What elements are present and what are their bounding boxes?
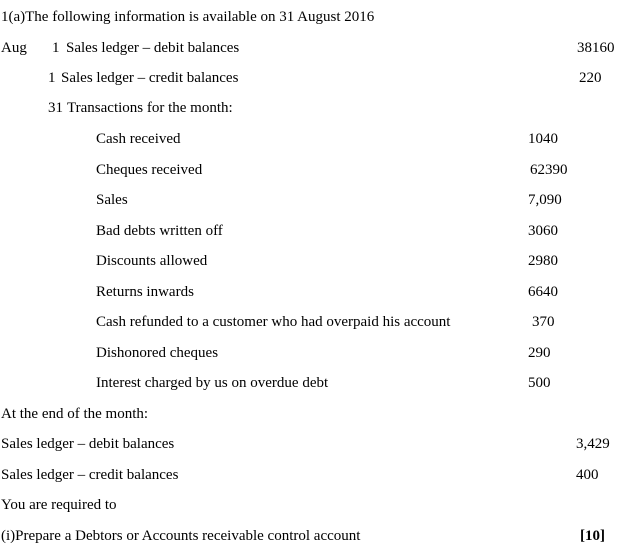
task-label: (i)Prepare a Debtors or Accounts receivable control account bbox=[1, 528, 361, 544]
transactions-day: 31 bbox=[48, 100, 63, 116]
transaction-label: Bad debts written off bbox=[96, 223, 223, 239]
opening-label: Sales ledger – debit balances bbox=[66, 40, 240, 56]
transaction-label: Returns inwards bbox=[96, 284, 194, 300]
transaction-label: Dishonored cheques bbox=[96, 345, 219, 361]
transaction-amount: 1040 bbox=[528, 131, 558, 147]
transaction-amount: 7,090 bbox=[528, 192, 562, 208]
opening-amount: 220 bbox=[579, 70, 602, 86]
transaction-amount: 290 bbox=[528, 345, 551, 361]
opening-day: 1 bbox=[48, 70, 56, 86]
transaction-label: Cash refunded to a customer who had overpaid his account bbox=[96, 314, 451, 330]
transaction-label: Cheques received bbox=[96, 162, 203, 178]
transaction-amount: 2980 bbox=[528, 253, 558, 269]
opening-day: 1 bbox=[52, 40, 60, 56]
transaction-amount: 3060 bbox=[528, 223, 558, 239]
transaction-amount: 6640 bbox=[528, 284, 558, 300]
closing-amount: 3,429 bbox=[576, 436, 610, 452]
transaction-label: Interest charged by us on overdue debt bbox=[96, 375, 329, 391]
transactions-intro: Transactions for the month: bbox=[67, 100, 233, 116]
transaction-label: Discounts allowed bbox=[96, 253, 208, 269]
transaction-label: Sales bbox=[96, 192, 128, 208]
end-of-month-label: At the end of the month: bbox=[1, 406, 149, 422]
closing-label: Sales ledger – debit balances bbox=[1, 436, 175, 452]
question-heading: 1(a)The following information is available on 31 August 2016 bbox=[1, 9, 375, 25]
closing-label: Sales ledger – credit balances bbox=[1, 467, 179, 483]
opening-amount: 38160 bbox=[577, 40, 615, 56]
requirement-intro: You are required to bbox=[1, 497, 117, 513]
opening-label: Sales ledger – credit balances bbox=[61, 70, 239, 86]
transaction-label: Cash received bbox=[96, 131, 181, 147]
month-label: Aug bbox=[1, 40, 27, 56]
transaction-amount: 370 bbox=[532, 314, 555, 330]
task-marks: [10] bbox=[580, 528, 605, 544]
transaction-amount: 500 bbox=[528, 375, 551, 391]
closing-amount: 400 bbox=[576, 467, 599, 483]
transaction-amount: 62390 bbox=[530, 162, 568, 178]
